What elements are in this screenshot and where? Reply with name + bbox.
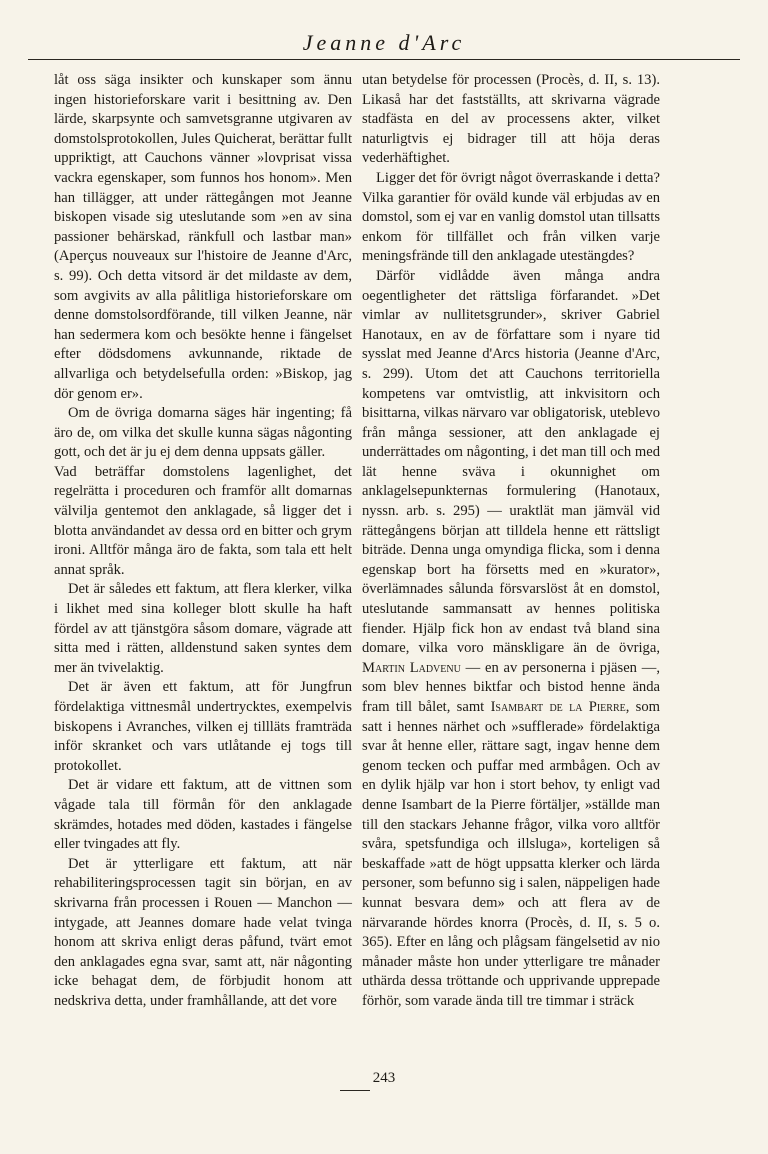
paragraph: Ligger det för övrigt något överraskande i detta? Vilka garantier för oväld kunde väl erbjudas av en domstol, som ej var en vanlig domstol utan tillsatts enkom för tillfället och från vilken varje meningsfrände till den anklagade utestängdes? [362,169,660,265]
paragraph: Vad beträffar domstolens lagenlighet, det regelrätta i proceduren och framför allt domarnas välvilja gentemot den anklagade, så ligger det i blotta användandet av dessa ord en bitter och grym ironi. Alltför många äro de fakta, som tala ett helt annat språk. [54,463,352,578]
header-rule [28,59,740,60]
left-column [54,71,352,1012]
paragraph-text: — en av personerna i pjäsen —, som blev hennes biktfar och bistod henne ända fram till bålet, samt [362,659,660,715]
paragraph: låt oss säga insikter och kunskaper som ännu ingen historieforskare varit i besittning av. Den lärde, skarpsynte och samvetsgranne utgivaren av domstolsprotokollen, Jules Quicherat, berättar fullt uppriktigt, att Cauchons vänner »lovprisat vissa vackra egenskaper, som funnos hos honom». Men han tillägger, att under rättegången mot Jeanne biskopen visade sig uteslutande som »en av sina passioner behärskad, ränkfull och lastbar man» (Aperçus nouveaux sur l'histoire de Jeanne d'Arc, s. 99). Och detta vitsord är det mildaste av dem, som avgivits av alla pålitliga historieforskare om denne domstolsordförande, till vilken Jeanne, när han sedermera kom och besökte henne i fängelset efter dödsdomens avkunnande, riktade de allvarliga och betydelsefulla orden: »Biskop, jag dör genom er». [54,72,352,402]
paragraph: Det är vidare ett faktum, att de vittnen som vågade tala till förmån för den anklagade skrämdes, hotades med döden, kastades i fängelse eller tvingades att fly. [54,777,352,853]
paragraph: Det är även ett faktum, att för Jungfrun fördelaktiga vittnesmål undertrycktes, exempelvis biskopens i Avranches, vilken ej tillläts framträda inför skranket och vars utlåtande ej togs till protokollet. [54,679,352,774]
paragraph-text: , som satt i hennes närhet och »sufflerade» fördelaktiga svar åt henne eller, rättare sagt, ingav henne dem genom tecken och puffar med armbågen. Och av en dylik hjälp var hon i stort behov, ty enligt vad denne Isambart de la Pierre förtäljer, »ställde man till den stackars Jehanne frågor, vilka voro alltför svåra, spetsfundiga och illsluga», korteligen så beskaffade »att de högt uppsatta klerker och lärda personer, som befunno sig i salen, näppeligen hade kunnat besvara dem» och att flera av de närvarande hördes knorra (Procès, d. II, s. 5 o. 365). Efter en lång och plågsam fängelsetid av nio månader måste hon under ytterligare tre månader uthärda dessa tröttande och upprivande upprepade förhör, som varade ända till tre timmar i sträck [362,699,661,1009]
paragraph-text: Därför vidlådde även många andra oegentligheter det rättsliga förfarandet. »Det vimlar av nullitetsgrunder», skriver Gabriel Hanotaux, en av de författare som i nyare tid sysslat med Jeanne d'Arcs historia (Jeanne d'Arc, s. 299). Utom det att Cauchons territoriella kompetens var omtvistlig, att inkvisitorn och bisittarna, vilkas närvaro var obligatorisk, uteblevo från många sessioner, att den anklagade ej underrättades om någonting, i det man till och med lät henne sväva i okunnighet om anklagelsepunkternas formulering (Hanotaux, nyssn. arb. s. 295) — uraktlät man jämväl vid rättegångens början att tilldela henne ett rättsligt biträde. Denna unga omyndiga flicka, som i denna egenskap bort ha försetts med en »kurator», överlämnades sålunda försvarslöst åt en domstol, uteslutande sammansatt av hennes politiska fiender. Hjälp fick hon av endast två bland sina domare, vilka voro mänskligare än de övriga, [362,267,660,657]
page-number-rule [340,1090,370,1091]
right-column [362,71,660,1012]
paragraph: Om de övriga domarna säges här ingenting; få äro de, om vilka det skulle kunna sägas någonting gott, och det är ju ej dem denna uppsats gäller. [54,405,352,461]
paragraph: utan betydelse för processen (Procès, d. II, s. 13). Likaså har det fastställts, att skrivarna vägrade stadfästa en del av processens akter, vilket naturligtvis ej bidrager till att höja deras vederhäftighet. [362,72,660,167]
paragraph: Det är således ett faktum, att flera klerker, vilka i likhet med sina kolleger blott skulle ha haft fördel av att tjänstgöra såsom domare, vägrade att sitta med i rätten, alldenstund saken syntes dem mer än tvivelaktig. [54,581,352,676]
page-number: 243 [372,1070,396,1086]
paragraph [362,267,660,1012]
paragraph: Det är ytterligare ett faktum, att när rehabiliteringsprocessen tagit sin början, en av skrivarna från processen i Rouen — Manchon — intygade, att Jeannes domare hade velat tvinga honom att skriva enligt deras påfund, tvärt emot den anklagades egna svar, samt att, när någonting icke behagat dem, de förbjudit honom att nedskriva detta, under framhållande, att det vore [54,855,352,1009]
running-head: Jeanne d'Arc [302,30,466,55]
page-header [28,28,740,60]
person-name: Martin Ladvenu [362,659,461,676]
person-name: Isambart de la Pierre [490,699,626,715]
